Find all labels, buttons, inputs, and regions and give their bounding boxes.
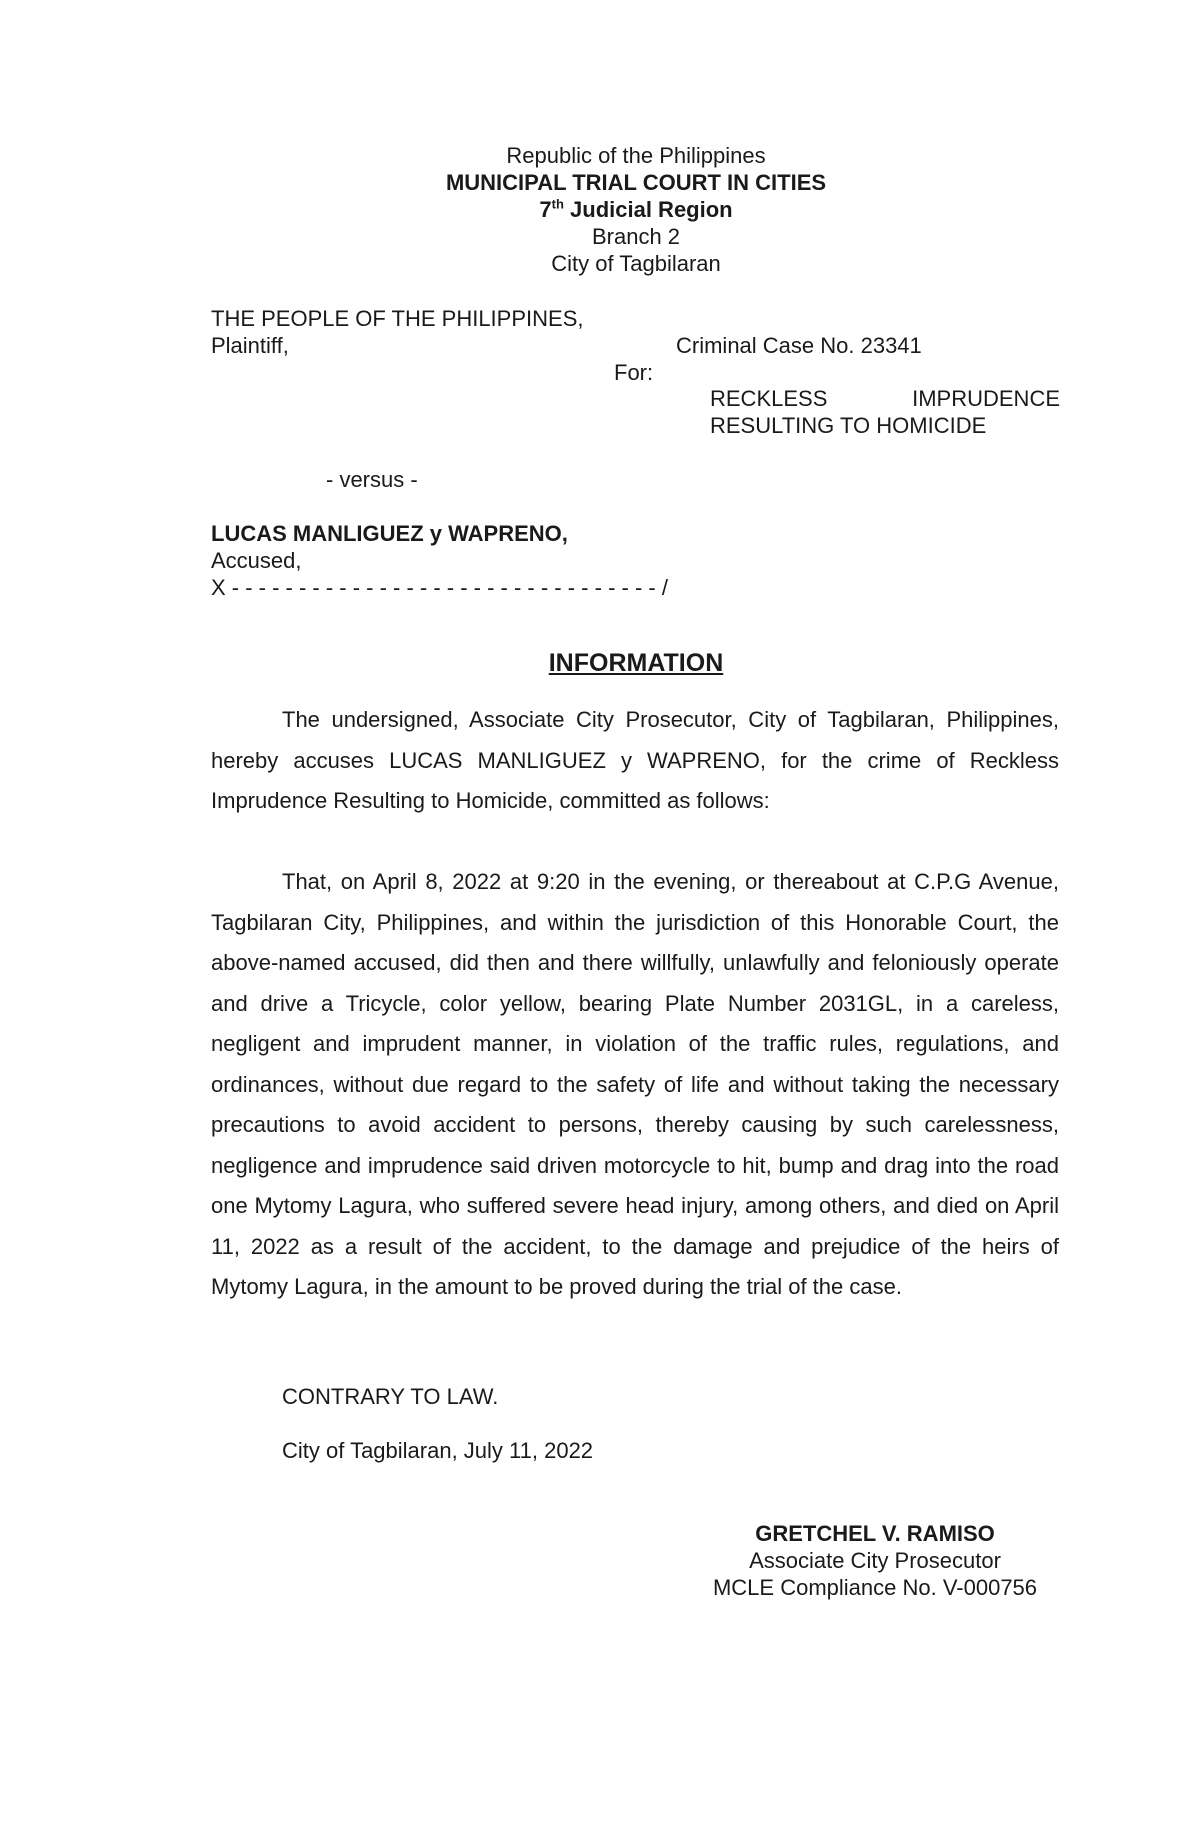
accused-name: LUCAS MANLIGUEZ y WAPRENO, [211,521,568,546]
region-text: Judicial Region [563,197,733,222]
header-republic: Republic of the Philippines [506,143,766,168]
offense-line-2: RESULTING TO HOMICIDE [710,413,987,438]
accused-role: Accused, [211,548,302,573]
signatory-name: GRETCHEL V. RAMISO [755,1521,995,1546]
for-label: For: [614,360,654,385]
header-city: City of Tagbilaran [551,251,721,276]
contrary-to-law: CONTRARY TO LAW. [282,1384,499,1409]
date-place: City of Tagbilaran, July 11, 2022 [282,1438,594,1463]
region-suffix: th [551,196,564,212]
plaintiff-role: Plaintiff, [211,333,289,358]
signatory-mcle: MCLE Compliance No. V-000756 [712,1575,1038,1600]
signatory-position: Associate City Prosecutor [749,1548,1001,1573]
caption-separator: X - - - - - - - - - - - - - - - - - - - - - - - - - - - - - - - - / [211,575,668,600]
case-number: Criminal Case No. 23341 [676,333,922,358]
offense-line-1: RECKLESS IMPRUDENCE [710,386,1060,411]
document-title: INFORMATION [548,649,724,677]
header-region [0,196,1200,223]
body-paragraph-1: The undersigned, Associate City Prosecutor, City of Tagbilaran, Philippines, hereby accuses LUCAS MANLIGUEZ y WAPRENO, for the crime of Reckless Imprudence Resulting to Homicide, committed as follows: [211,707,1059,813]
header-branch: Branch 2 [591,224,681,249]
body-paragraph-2: That, on April 8, 2022 at 9:20 in the evening, or thereabout at C.P.G Avenue, Tagbilaran City, Philippines, and within the jurisdiction of this Honorable Court, the above-named accused, did then and there willfully, unlawfully and feloniously operate and drive a Tricycle, color yellow, bearing Plate Number 2031GL, in a careless, negligent and imprudent manner, in violation of the traffic rules, regulations, and ordinances, without due regard to the safety of life and without taking the necessary precautions to avoid accident to persons, thereby causing by such carelessness, negligence and imprudence said driven motorcycle to hit, bump and drag into the road one Mytomy Lagura, who suffered severe head injury, among others, and died on April 11, 2022 as a result of the accident, to the damage and prejudice of the heirs of Mytomy Lagura, in the amount to be proved during the trial of the case. [211,869,1059,1299]
region-number: 7 [539,197,552,222]
versus: - versus - [326,467,418,492]
header-court: MUNICIPAL TRIAL COURT IN CITIES [445,170,827,195]
plaintiff-name: THE PEOPLE OF THE PHILIPPINES, [211,306,584,331]
